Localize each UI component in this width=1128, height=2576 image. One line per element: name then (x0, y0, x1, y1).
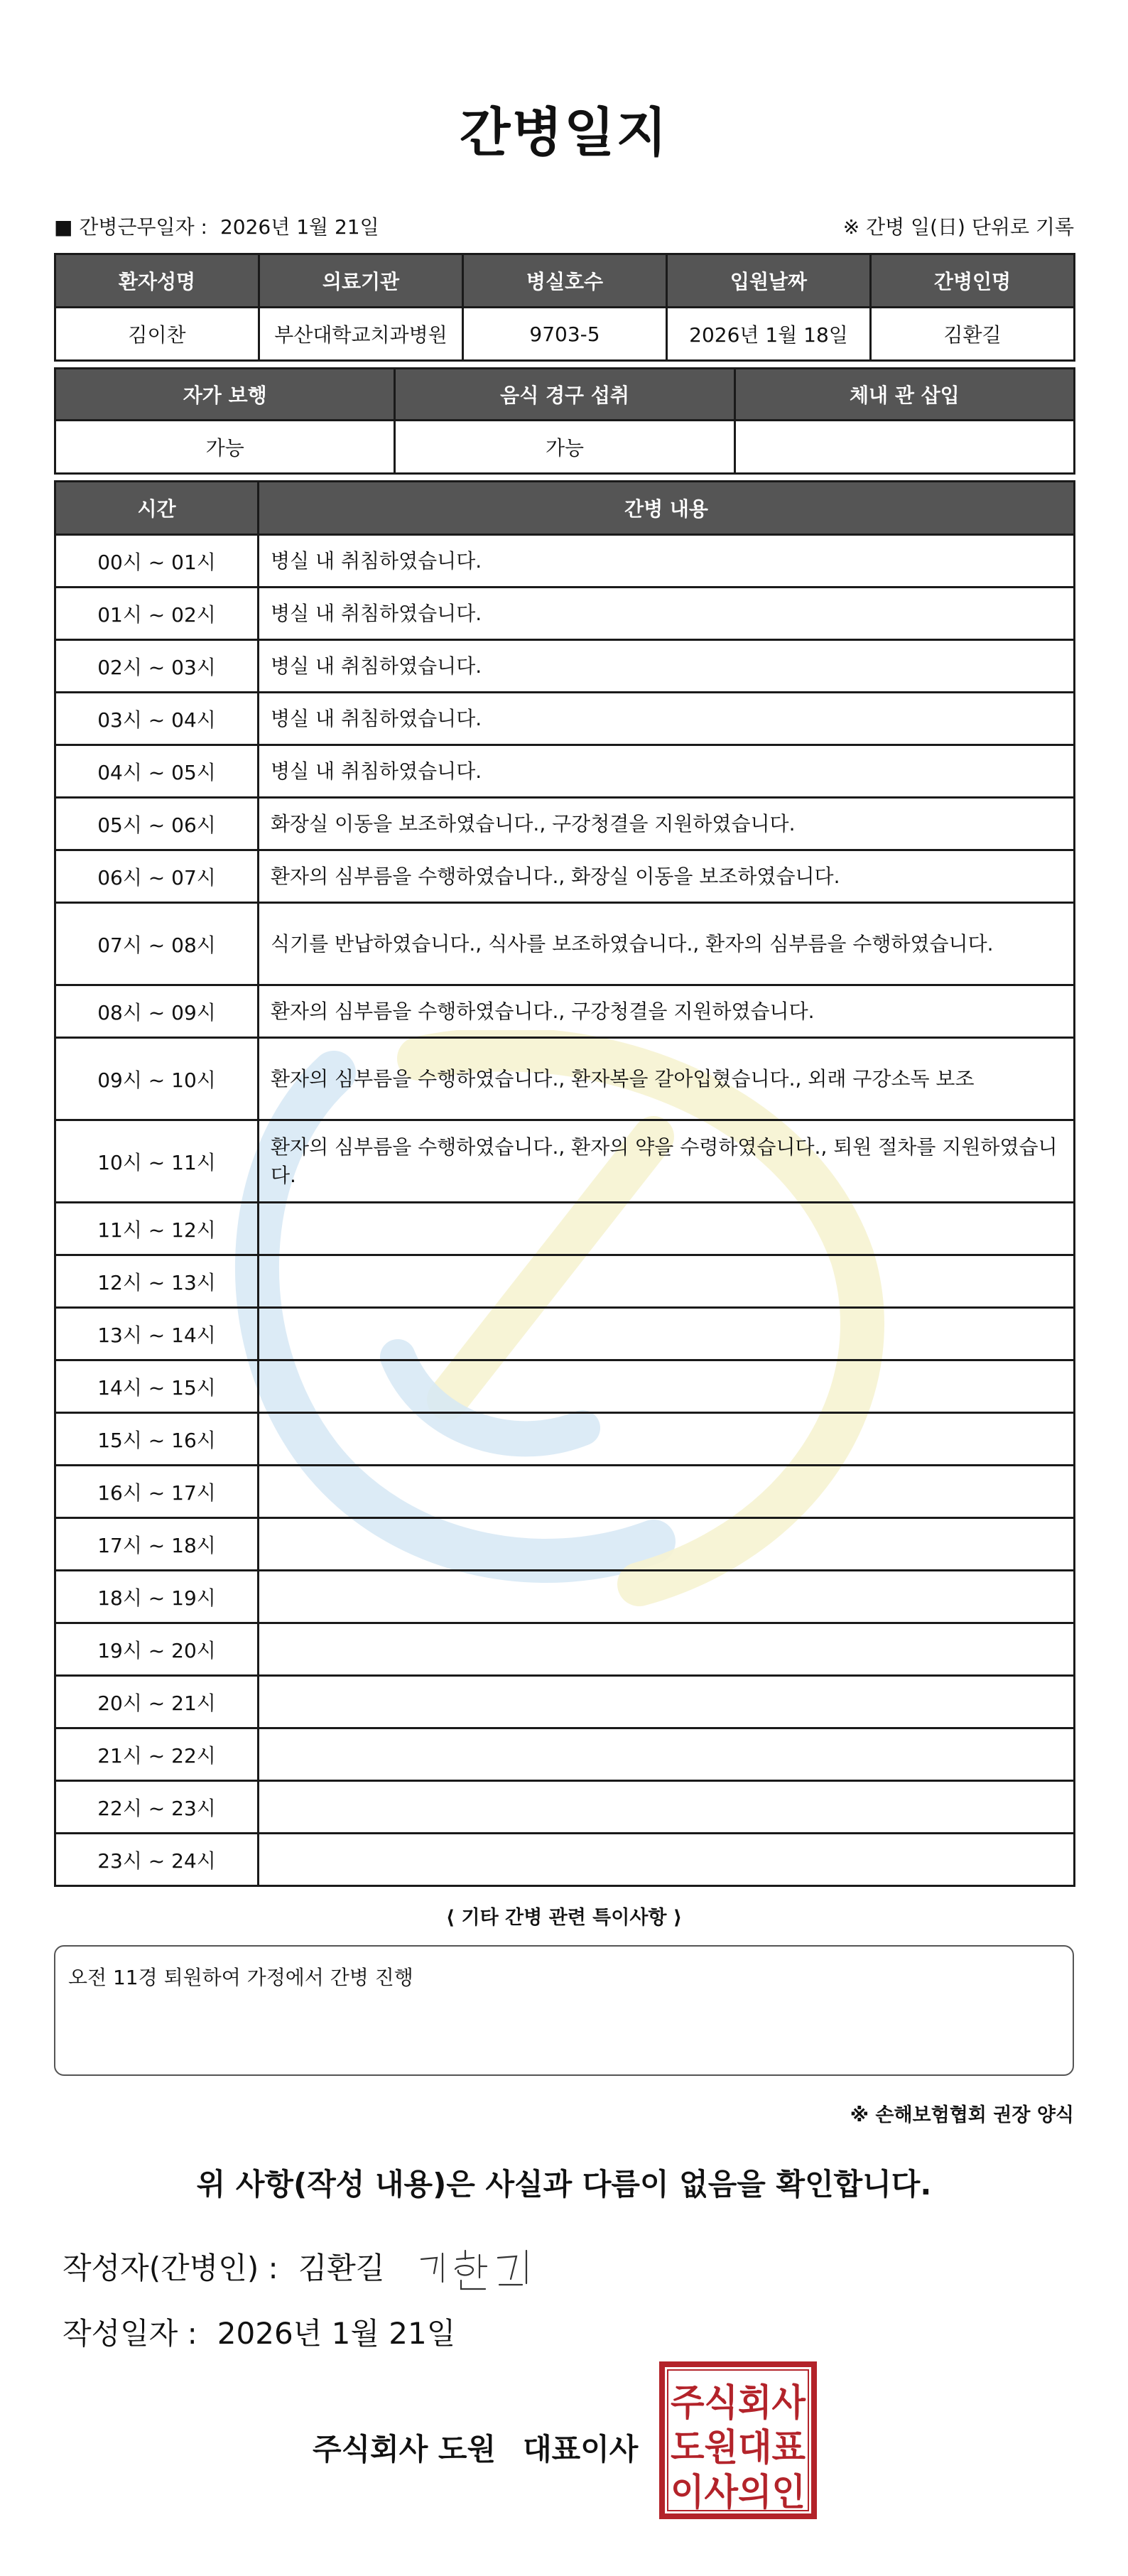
log-content-cell: 환자의 심부름을 수행하였습니다., 구강청결을 지원하였습니다. (259, 985, 1075, 1038)
care-log-row (55, 1413, 1075, 1466)
meta-row (54, 212, 1074, 240)
patient-status-table (54, 367, 1075, 475)
work-date-value: 2026년 1월 21일 (219, 215, 379, 239)
care-log-row (55, 535, 1075, 588)
care-log-row (55, 1203, 1075, 1255)
log-time-cell: 20시 ~ 21시 (55, 1676, 259, 1728)
log-content-cell (259, 1676, 1075, 1728)
walking-status: 가능 (55, 421, 395, 474)
log-content-cell: 화장실 이동을 보조하였습니다., 구강청결을 지원하였습니다. (259, 798, 1075, 850)
care-log-row (55, 588, 1075, 640)
log-time-cell: 00시 ~ 01시 (55, 535, 259, 588)
header-time: 시간 (55, 482, 259, 535)
header-oral-intake: 음식 경구 섭취 (395, 369, 734, 421)
recommend-note: ※ 손해보험협회 권장 양식 (850, 2104, 1074, 2126)
care-log-row (55, 745, 1075, 798)
log-content-cell: 병실 내 취침하였습니다. (259, 693, 1075, 745)
care-log-row (55, 985, 1075, 1038)
log-time-cell: 12시 ~ 13시 (55, 1255, 259, 1308)
log-time-cell: 13시 ~ 14시 (55, 1308, 259, 1360)
log-content-cell (259, 1834, 1075, 1886)
handwritten-signature (416, 2238, 543, 2295)
page-title: 간병일지 (460, 102, 668, 163)
notes-box (54, 1945, 1074, 2076)
log-content-cell: 병실 내 취침하였습니다. (259, 535, 1075, 588)
log-time-cell: 19시 ~ 20시 (55, 1623, 259, 1676)
log-content-cell (259, 1413, 1075, 1466)
writer-line (63, 2245, 384, 2288)
log-content-cell (259, 1360, 1075, 1413)
care-log-row (55, 1120, 1075, 1203)
log-content-cell (259, 1728, 1075, 1781)
written-date-value: 2026년 1월 21일 (217, 2316, 456, 2351)
company-rep: 대표이사 (523, 2432, 639, 2467)
patient-info-table (54, 253, 1075, 362)
confirm-statement: 위 사항(작성 내용)은 사실과 다름이 없음을 확인합니다. (196, 2167, 932, 2202)
log-time-cell: 10시 ~ 11시 (55, 1120, 259, 1203)
caregiver-name: 김환길 (871, 308, 1075, 361)
log-content-cell: 병실 내 취침하였습니다. (259, 588, 1075, 640)
care-log-row (55, 1781, 1075, 1834)
patient-name: 김이찬 (55, 308, 259, 361)
writer-name: 김환길 (298, 2251, 385, 2285)
log-time-cell: 21시 ~ 22시 (55, 1728, 259, 1781)
log-time-cell: 02시 ~ 03시 (55, 640, 259, 693)
notes-title: ⟨ 기타 간병 관련 특이사항 ⟩ (445, 1907, 683, 1929)
header-admission-date: 입원날짜 (667, 254, 871, 308)
care-log-row (55, 1728, 1075, 1781)
header-care-content: 간병 내용 (259, 482, 1075, 535)
log-content-cell (259, 1571, 1075, 1623)
unit-note: ※ 간병 일(日) 단위로 기록 (842, 215, 1074, 239)
log-content-cell (259, 1518, 1075, 1571)
log-content-cell (259, 1781, 1075, 1834)
log-content-cell (259, 1203, 1075, 1255)
care-log-rows (55, 535, 1075, 1886)
header-tube-insertion: 체내 관 삽입 (734, 369, 1074, 421)
log-content-cell: 환자의 심부름을 수행하였습니다., 환자복을 갈아입혔습니다., 외래 구강소독 보조 (259, 1038, 1075, 1120)
log-content-cell: 병실 내 취침하였습니다. (259, 745, 1075, 798)
header-walking: 자가 보행 (55, 369, 395, 421)
log-time-cell: 07시 ~ 08시 (55, 903, 259, 985)
company-name: 주식회사 도원 (313, 2432, 497, 2467)
written-date-line (63, 2310, 455, 2353)
care-log-row (55, 1623, 1075, 1676)
log-time-cell: 05시 ~ 06시 (55, 798, 259, 850)
log-content-cell: 병실 내 취침하였습니다. (259, 640, 1075, 693)
log-time-cell: 09시 ~ 10시 (55, 1038, 259, 1120)
care-log-row (55, 903, 1075, 985)
log-content-cell: 환자의 심부름을 수행하였습니다., 화장실 이동을 보조하였습니다. (259, 850, 1075, 903)
notes-text: 오전 11경 퇴원하여 가정에서 간병 진행 (68, 1966, 413, 1989)
care-log-row (55, 798, 1075, 850)
header-caregiver: 간병인명 (871, 254, 1075, 308)
room-number: 9703-5 (463, 308, 667, 361)
log-time-cell: 17시 ~ 18시 (55, 1518, 259, 1571)
svg-text:주식회사: 주식회사 (671, 2382, 806, 2425)
log-content-cell (259, 1623, 1075, 1676)
company-seal-stamp (658, 2360, 818, 2521)
oral-intake-status: 가능 (395, 421, 734, 474)
written-date-label: 작성일자 : (63, 2316, 197, 2351)
writer-label: 작성자(간병인) : (63, 2251, 278, 2285)
care-log-row (55, 850, 1075, 903)
log-content-cell: 식기를 반납하였습니다., 식사를 보조하였습니다., 환자의 심부름을 수행하였습니다. (259, 903, 1075, 985)
care-log-row (55, 1308, 1075, 1360)
care-log-row (55, 640, 1075, 693)
log-content-cell (259, 1308, 1075, 1360)
log-time-cell: 11시 ~ 12시 (55, 1203, 259, 1255)
log-content-cell (259, 1255, 1075, 1308)
log-time-cell: 15시 ~ 16시 (55, 1413, 259, 1466)
log-time-cell: 03시 ~ 04시 (55, 693, 259, 745)
header-hospital: 의료기관 (259, 254, 463, 308)
company-line (313, 2426, 638, 2469)
admission-date: 2026년 1월 18일 (667, 308, 871, 361)
log-content-cell (259, 1466, 1075, 1518)
work-date-label: ■ 간병근무일자 : (54, 215, 207, 239)
care-log-row (55, 693, 1075, 745)
log-time-cell: 04시 ~ 05시 (55, 745, 259, 798)
care-log-row (55, 1255, 1075, 1308)
svg-text:이사의인: 이사의인 (671, 2472, 806, 2514)
log-time-cell: 18시 ~ 19시 (55, 1571, 259, 1623)
log-time-cell: 08시 ~ 09시 (55, 985, 259, 1038)
log-time-cell: 01시 ~ 02시 (55, 588, 259, 640)
care-log-row (55, 1518, 1075, 1571)
work-date (54, 212, 379, 240)
care-log-table (54, 480, 1075, 1887)
care-log-row (55, 1466, 1075, 1518)
tube-insertion-status (734, 421, 1074, 474)
log-time-cell: 23시 ~ 24시 (55, 1834, 259, 1886)
care-log-row (55, 1360, 1075, 1413)
header-patient-name: 환자성명 (55, 254, 259, 308)
care-log-row (55, 1571, 1075, 1623)
log-content-cell: 환자의 심부름을 수행하였습니다., 환자의 약을 수령하였습니다., 퇴원 절차를 지원하였습니다. (259, 1120, 1075, 1203)
hospital-name: 부산대학교치과병원 (259, 308, 463, 361)
header-room: 병실호수 (463, 254, 667, 308)
care-log-row (55, 1834, 1075, 1886)
care-log-row (55, 1676, 1075, 1728)
log-time-cell: 14시 ~ 15시 (55, 1360, 259, 1413)
log-time-cell: 22시 ~ 23시 (55, 1781, 259, 1834)
svg-text:도원대표: 도원대표 (671, 2427, 806, 2469)
care-log-row (55, 1038, 1075, 1120)
log-time-cell: 06시 ~ 07시 (55, 850, 259, 903)
log-time-cell: 16시 ~ 17시 (55, 1466, 259, 1518)
